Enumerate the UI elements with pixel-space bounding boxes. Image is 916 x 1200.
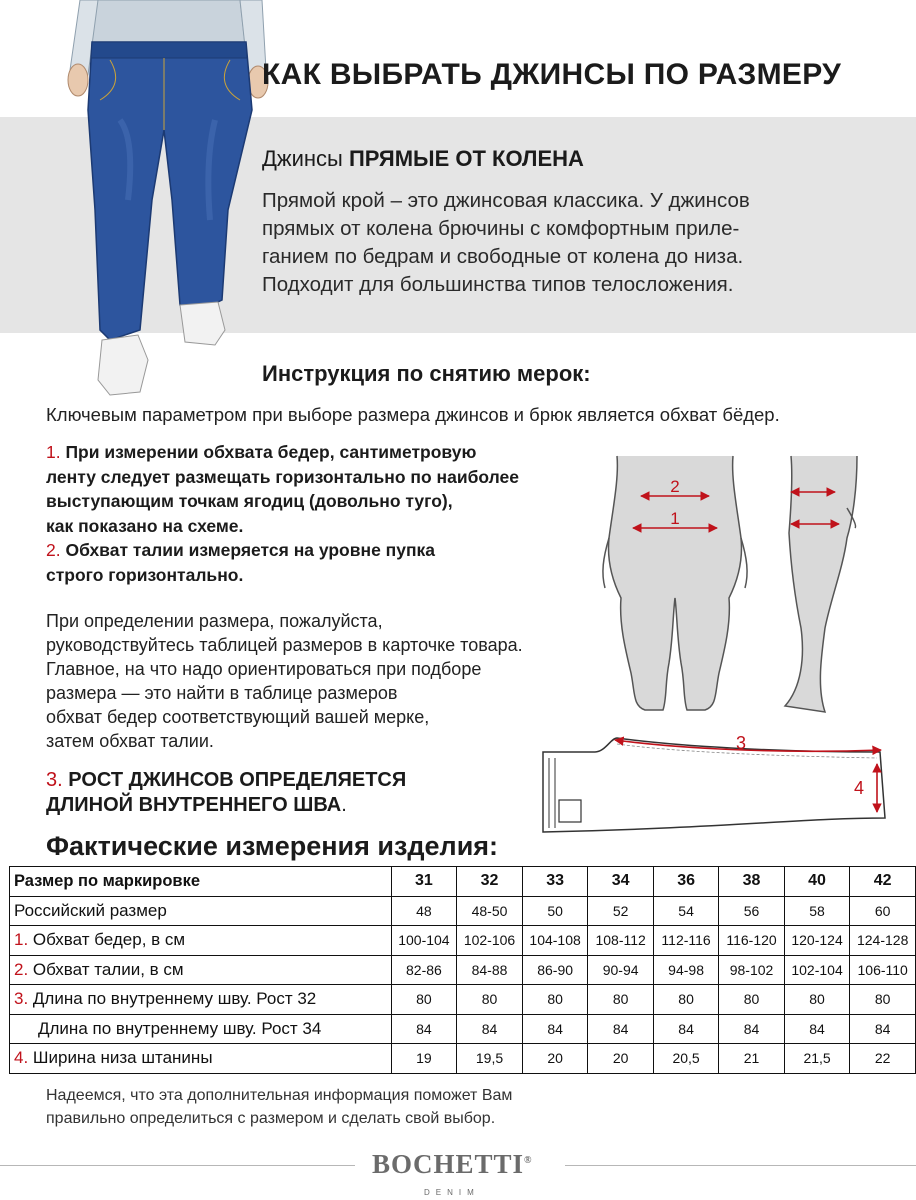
table-cell: 116-120: [719, 926, 784, 956]
footnote: [46, 1084, 512, 1130]
footer-divider: [565, 1165, 916, 1166]
table-cell: 108-112: [588, 926, 653, 956]
table-cell: 20: [522, 1044, 588, 1074]
measurement-label-3: 3: [735, 733, 747, 753]
table-cell: 84: [457, 1014, 523, 1044]
row-label-text: Обхват талии, в см: [32, 959, 184, 979]
jeans-model-illustration: [40, 0, 280, 400]
table-cell: 19: [391, 1044, 457, 1074]
table-cell: 56: [719, 896, 784, 926]
table-row: [10, 926, 916, 956]
fit-description: [262, 187, 822, 299]
table-cell: 21,5: [784, 1044, 850, 1074]
size-table: [9, 866, 916, 1074]
table-cell: 112-116: [653, 926, 718, 956]
table-cell: 22: [850, 1044, 916, 1074]
table-cell: 102-104: [784, 955, 850, 985]
description-line: прямых от колена брючины с комфортным приле-: [262, 217, 740, 240]
step2-line: строго горизонтально.: [46, 564, 244, 585]
header-size: 32: [457, 867, 523, 897]
table-cell: 20: [588, 1044, 653, 1074]
header-size: 33: [522, 867, 588, 897]
table-cell: 120-124: [784, 926, 850, 956]
table-cell: 84: [653, 1014, 718, 1044]
row-label: [10, 896, 392, 926]
header-size: 40: [784, 867, 850, 897]
table-cell: 19,5: [457, 1044, 523, 1074]
row-number: 4.: [14, 1048, 33, 1068]
table-cell: 98-102: [719, 955, 784, 985]
table-cell: 80: [522, 985, 588, 1015]
table-header-row: [10, 867, 916, 897]
step3-text: 3. РОСТ ДЖИНСОВ ОПРЕДЕЛЯЕТСЯ ДЛИНОЙ ВНУТРЕННЕГО ШВА.: [46, 769, 407, 816]
row-label-text: Длина по внутреннему шву. Рост 34: [38, 1018, 322, 1038]
step1-line: выступающим точкам ягодиц (довольно туго),: [46, 491, 453, 511]
fit-subtitle: [262, 146, 584, 172]
side-body-outline: [785, 456, 857, 712]
row-number: 2.: [14, 959, 33, 979]
description-line: ганием по бедрам и свободные от колена до низа.: [262, 245, 744, 268]
advice-line: затем обхват талии.: [46, 731, 214, 751]
instructions-title: Инструкция по снятию мерок:: [262, 361, 591, 386]
header-size: 31: [391, 867, 457, 897]
table-cell: 94-98: [653, 955, 718, 985]
row-label: [10, 985, 392, 1015]
table-cell: 84: [850, 1014, 916, 1044]
step1-line: 1. При измерении обхвата бедер, сантиметровую: [46, 442, 477, 462]
table-cell: 84: [784, 1014, 850, 1044]
table-cell: 20,5: [653, 1044, 718, 1074]
table-cell: 84: [391, 1014, 457, 1044]
advice-line: руководствуйтесь таблицей размеров в карточке товара.: [46, 635, 523, 655]
table-cell: 84: [719, 1014, 784, 1044]
description-line: Прямой крой – это джинсовая классика. У джинсов: [262, 189, 750, 212]
page-title: КАК ВЫБРАТЬ ДЖИНСЫ ПО РАЗМЕРУ: [262, 58, 842, 91]
advice-line: Главное, на что надо ориентироваться при подборе: [46, 659, 482, 679]
table-cell: 80: [719, 985, 784, 1015]
footnote-line: правильно определиться с размером и сделать свой выбор.: [46, 1110, 496, 1127]
table-cell: 84: [588, 1014, 653, 1044]
table-cell: 48: [391, 896, 457, 926]
measurement-label-2: 2: [670, 477, 680, 496]
table-row: [10, 985, 916, 1015]
table-cell: 80: [850, 985, 916, 1015]
row-label: [10, 1044, 392, 1074]
table-cell: 86-90: [522, 955, 588, 985]
step2-number: 2.: [46, 540, 66, 560]
body-measurement-diagram: [595, 448, 895, 723]
size-advice: [46, 609, 523, 753]
table-row: [10, 955, 916, 985]
table-cell: 124-128: [850, 926, 916, 956]
advice-line: размера — это найти в таблице размеров: [46, 683, 398, 703]
table-title: Фактические измерения изделия:: [46, 831, 499, 861]
table-cell: 21: [719, 1044, 784, 1074]
measurement-label-1: 1: [670, 509, 680, 528]
table-cell: 80: [653, 985, 718, 1015]
header-size: 34: [588, 867, 653, 897]
row-label: [10, 1014, 392, 1044]
table-cell: 80: [784, 985, 850, 1015]
advice-line: обхват бедер соответствующий вашей мерке,: [46, 707, 430, 727]
table-cell: 82-86: [391, 955, 457, 985]
step1-number: 1.: [46, 442, 66, 462]
brand-subtitle: DENIM: [424, 1188, 480, 1197]
header-size: 38: [719, 867, 784, 897]
table-cell: 52: [588, 896, 653, 926]
row-label-text: Длина по внутреннему шву. Рост 32: [32, 989, 317, 1009]
table-cell: 84-88: [457, 955, 523, 985]
table-cell: 90-94: [588, 955, 653, 985]
step2-line: 2. Обхват талии измеряется на уровне пупка: [46, 540, 436, 560]
footnote-line: Надеемся, что эта дополнительная информация поможет Вам: [46, 1087, 513, 1104]
brand-logo: BOCHETTI®: [372, 1149, 533, 1179]
table-cell: 102-106: [457, 926, 523, 956]
subtitle-bold: ПРЯМЫЕ ОТ КОЛЕНА: [348, 146, 584, 171]
table-cell: 80: [391, 985, 457, 1015]
table-cell: 84: [522, 1014, 588, 1044]
table-cell: 58: [784, 896, 850, 926]
subtitle-prefix: Джинсы: [262, 146, 349, 171]
row-label-text: Российский размер: [14, 900, 167, 920]
table-cell: 80: [588, 985, 653, 1015]
header-size: 36: [653, 867, 718, 897]
table-cell: 48-50: [457, 896, 523, 926]
jeans-leg-diagram: [525, 728, 905, 838]
table-cell: 80: [457, 985, 523, 1015]
table-cell: 54: [653, 896, 718, 926]
table-row: [10, 1044, 916, 1074]
measurement-steps: [46, 440, 519, 587]
header-label: Размер по маркировке: [10, 867, 392, 897]
measurement-label-4: 4: [853, 778, 865, 798]
header-size: 42: [850, 867, 916, 897]
row-label: [10, 955, 392, 985]
key-parameter-text: Ключевым параметром при выборе размера джинсов и брюк является обхват бёдер.: [46, 404, 780, 425]
table-cell: 50: [522, 896, 588, 926]
row-number: 1.: [14, 930, 33, 950]
row-label-text: Ширина низа штанины: [32, 1048, 213, 1068]
description-line: Подходит для большинства типов телосложения.: [262, 273, 734, 296]
footer-divider: [0, 1165, 355, 1166]
table-cell: 104-108: [522, 926, 588, 956]
table-cell: 106-110: [850, 955, 916, 985]
advice-line: При определении размера, пожалуйста,: [46, 611, 383, 631]
table-row: [10, 1014, 916, 1044]
table-cell: 100-104: [391, 926, 457, 956]
step1-line: ленту следует размещать горизонтально по наиболее: [46, 466, 519, 487]
row-label: [10, 926, 392, 956]
table-row: [10, 896, 916, 926]
row-label-text: Обхват бедер, в см: [32, 930, 186, 950]
step1-line: как показано на схеме.: [46, 515, 244, 536]
step3-number: 3.: [46, 769, 69, 791]
table-cell: 60: [850, 896, 916, 926]
row-number: 3.: [14, 989, 33, 1009]
